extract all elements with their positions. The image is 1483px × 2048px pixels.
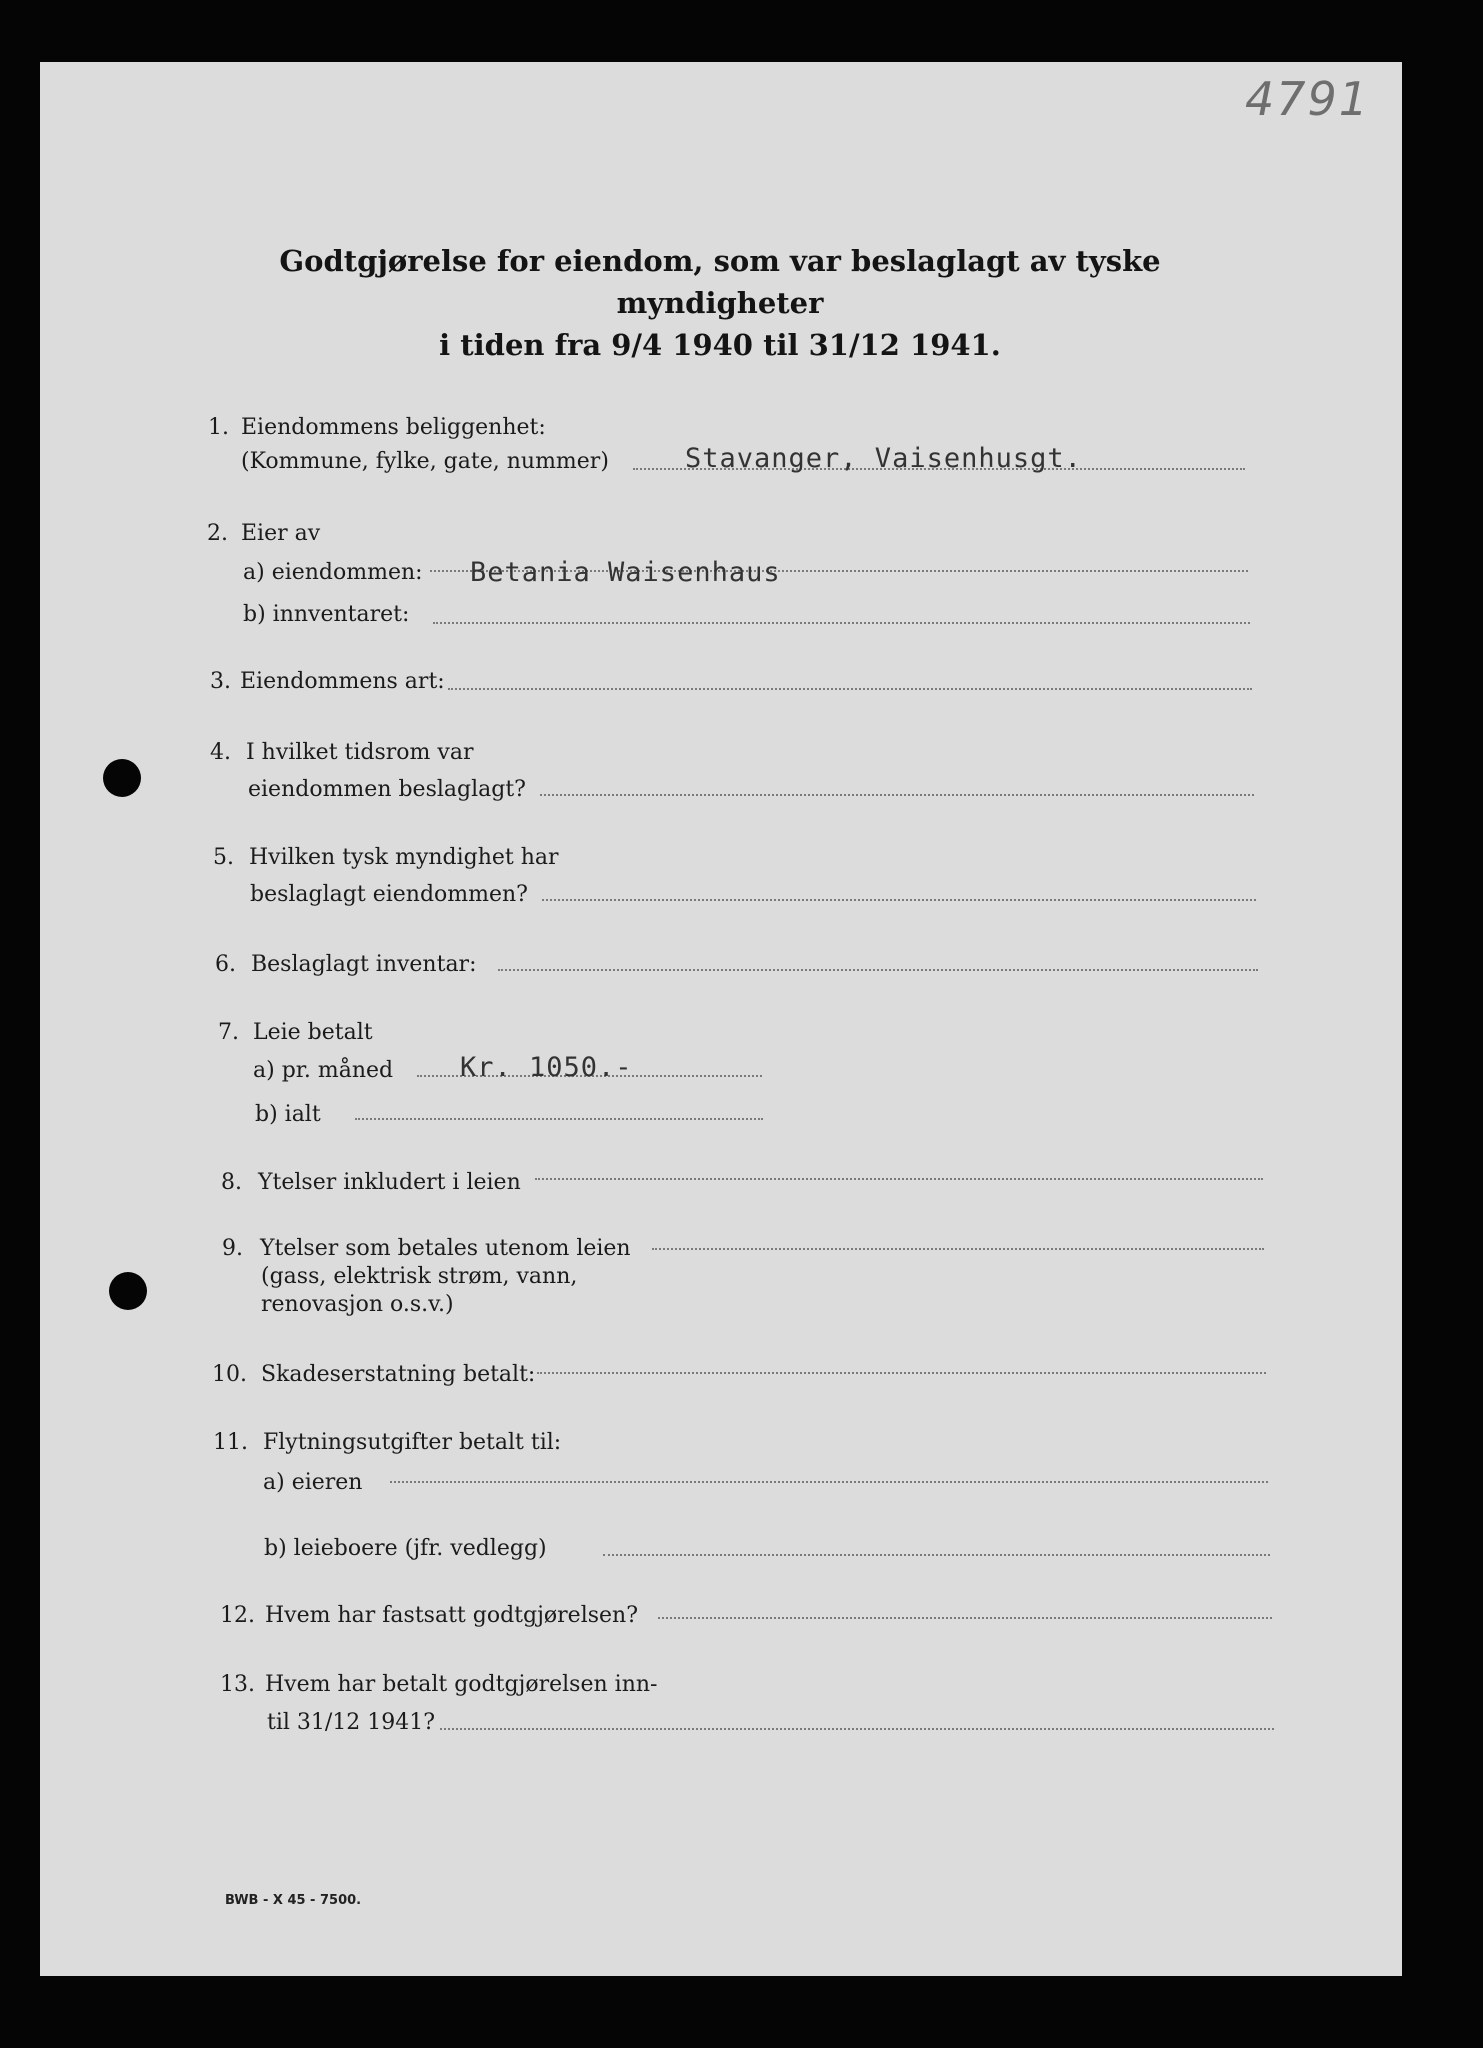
q4-number: 4.: [210, 740, 231, 765]
q5-number: 5.: [213, 845, 234, 870]
q10-number: 10.: [212, 1362, 247, 1387]
q12-number: 12.: [220, 1603, 255, 1628]
q1-sublabel: (Kommune, fylke, gate, nummer): [241, 449, 609, 474]
q10-label: Skadeserstatning betalt:: [261, 1362, 536, 1387]
title-line-1: Godtgjørelse for eiendom, som var beslaglagt av tyske myndigheter: [279, 244, 1161, 320]
q3-answer-line: [448, 688, 1252, 690]
q12-answer-line: [658, 1617, 1272, 1619]
punch-hole-top: [103, 759, 141, 797]
q13-number: 13.: [220, 1672, 255, 1697]
q7a-answer: Kr. 1050.-: [460, 1052, 633, 1083]
q1-number: 1.: [208, 415, 229, 440]
q9-answer-line: [652, 1248, 1264, 1250]
q1-answer: Stavanger, Vaisenhusgt.: [685, 443, 1082, 474]
q4-answer-line: [540, 794, 1254, 796]
q7b-answer-line: [355, 1118, 763, 1120]
q2b-answer-line: [433, 622, 1250, 624]
q8-answer-line: [535, 1178, 1263, 1180]
q11-number: 11.: [213, 1430, 248, 1455]
q2-number: 2.: [207, 521, 228, 546]
q7-label: Leie betalt: [253, 1020, 373, 1045]
archive-number: 4791: [1245, 72, 1371, 126]
q9-label-1: Ytelser som betales utenom leien: [260, 1236, 631, 1261]
q2b-label: b) innventaret:: [243, 602, 410, 627]
q6-answer-line: [498, 969, 1258, 971]
q6-label: Beslaglagt inventar:: [251, 952, 477, 977]
q2a-answer: Betania Waisenhaus: [470, 557, 781, 588]
q9-label-3: renovasjon o.s.v.): [261, 1292, 454, 1317]
q2-label: Eier av: [241, 521, 321, 546]
q4-label-1: I hvilket tidsrom var: [246, 740, 474, 765]
q11b-answer-line: [603, 1554, 1270, 1556]
q1-label: Eiendommens beliggenhet:: [241, 415, 546, 440]
q12-label: Hvem har fastsatt godtgjørelsen?: [265, 1603, 639, 1628]
q11b-label: b) leieboere (jfr. vedlegg): [264, 1536, 547, 1561]
title-line-2: i tiden fra 9/4 1940 til 31/12 1941.: [439, 328, 1001, 362]
q11a-answer-line: [390, 1481, 1268, 1483]
q2a-label: a) eiendommen:: [243, 560, 423, 585]
q5-label-2: beslaglagt eiendommen?: [250, 882, 528, 907]
q11a-label: a) eieren: [263, 1470, 363, 1495]
q3-number: 3.: [210, 669, 231, 694]
q6-number: 6.: [215, 952, 236, 977]
q9-label-2: (gass, elektrisk strøm, vann,: [261, 1264, 578, 1289]
q4-label-2: eiendommen beslaglagt?: [248, 777, 526, 802]
q3-label: Eiendommens art:: [240, 669, 445, 694]
print-code: BWB - X 45 - 7500.: [225, 1893, 362, 1908]
q10-answer-line: [537, 1372, 1266, 1374]
q7b-label: b) ialt: [255, 1102, 321, 1127]
q9-number: 9.: [222, 1236, 243, 1261]
q13-answer-line: [440, 1728, 1274, 1730]
q5-answer-line: [542, 899, 1256, 901]
punch-hole-bottom: [109, 1272, 147, 1310]
q13-label-1: Hvem har betalt godtgjørelsen inn-: [265, 1672, 658, 1697]
q7-number: 7.: [218, 1020, 239, 1045]
q8-label: Ytelser inkludert i leien: [258, 1170, 521, 1195]
q8-number: 8.: [221, 1170, 242, 1195]
q11-label: Flytningsutgifter betalt til:: [263, 1430, 562, 1455]
q13-label-2: til 31/12 1941?: [267, 1710, 436, 1735]
q5-label-1: Hvilken tysk myndighet har: [249, 845, 559, 870]
form-title: [190, 240, 1250, 366]
q7a-label: a) pr. måned: [253, 1058, 394, 1083]
